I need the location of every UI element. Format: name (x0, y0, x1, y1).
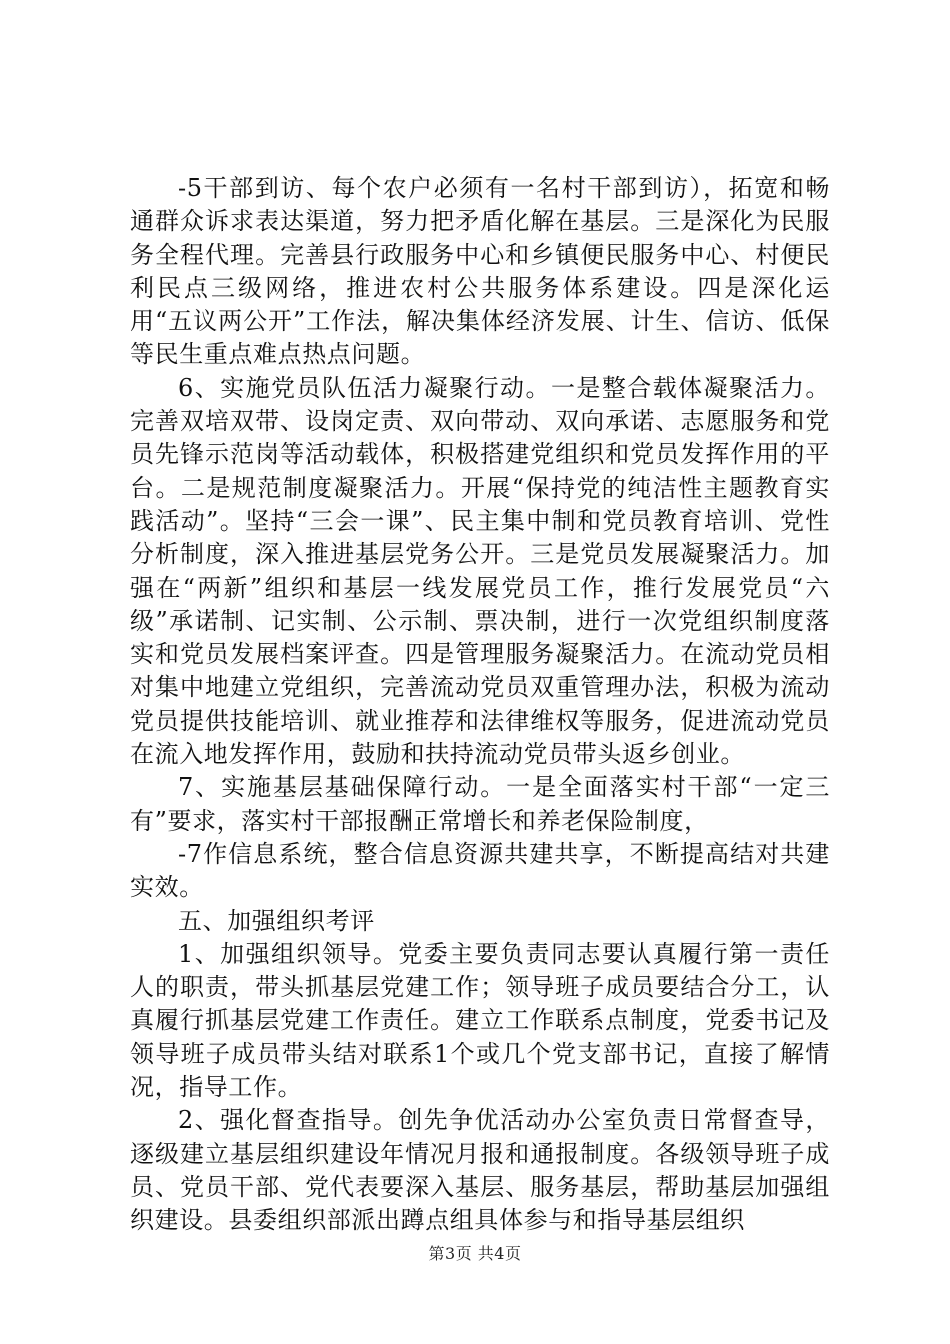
page-number-footer: 第3页 共4页 (428, 1244, 522, 1263)
paragraph: 2、强化督查指导。创先争优活动办公室负责日常督查导，逐级建立基层组织建设年情况月报和通报制度。各级领导班子成员、党员干部、党代表要深入基层、服务基层，帮助基层加强组织建设。县委组织部派出蹲点组具体参与和指导基层组织 (130, 1106, 830, 1235)
paragraph: -7作信息系统，整合信息资源共建共享，不断提高结对共建实效。 (130, 839, 830, 902)
section-heading: 五、加强组织考评 (178, 906, 375, 935)
paragraph: 7、实施基层基础保障行动。一是全面落实村干部“一定三有”要求，落实村干部报酬正常增长和养老保险制度， (130, 773, 830, 835)
paragraph: -5干部到访、每个农户必须有一名村干部到访），拓宽和畅通群众诉求表达渠道，努力把矛盾化解在基层。三是深化为民服务全程代理。完善县行政服务中心和乡镇便民服务中心、村便民利民点三级网络，推进农村公共服务体系建设。四是深化运用“五议两公开”工作法，解决集体经济发展、计生、信访、低保等民生重点难点热点问题。 (130, 174, 830, 369)
paragraph: 1、加强组织领导。党委主要负责同志要认真履行第一责任人的职责，带头抓基层党建工作；领导班子成员要结合分工，认真履行抓基层党建工作责任。建立工作联系点制度，党委书记及领导班子成员带头结对联系1个或几个党支部书记，直接了解情况，指导工作。 (130, 939, 830, 1102)
paragraph: 6、实施党员队伍活力凝聚行动。一是整合载体凝聚活力。完善双培双带、设岗定责、双向带动、双向承诺、志愿服务和党员先锋示范岗等活动载体，积极搭建党组织和党员发挥作用的平台。二是规范制度凝聚活力。开展“保持党的纯洁性主题教育实践活动”。坚持“三会一课”、民主集中制和党员教育培训、党性分析制度，深入推进基层党务公开。三是党员发展凝聚活力。加强在“两新”组织和基层一线发展党员工作，推行发展党员“六级”承诺制、记实制、公示制、票决制，进行一次党组织制度落实和党员发展档案评查。四是管理服务凝聚活力。在流动党员相对集中地建立党组织，完善流动党员双重管理办法，积极为流动党员提供技能培训、就业推荐和法律维权等服务，促进流动党员在流入地发挥作用，鼓励和扶持流动党员带头返乡创业。 (130, 373, 830, 769)
document-body (130, 172, 830, 1238)
